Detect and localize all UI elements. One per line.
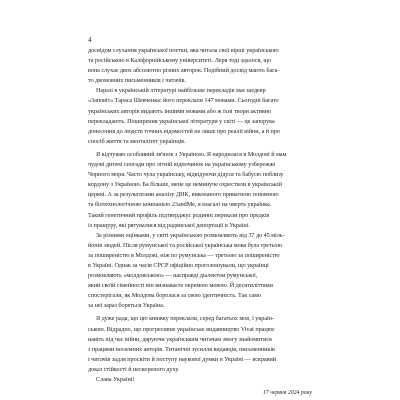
text-line: спостерігали, як Молдова боролася за свою ідентичність. Так само [88, 292, 262, 300]
text-line: доказ стійкості й нескореного духу. [88, 365, 180, 373]
text-line: за поширеністю в Молдові, ніж по румунська — третьою за поширеністю [88, 251, 280, 259]
paragraph [88, 150, 312, 231]
text-line: українських авторів видають іншими мовами або ж їхні твори активно [88, 107, 272, 115]
text-line: досвідом слухання української поетки, яка читала свої вірші українською [88, 47, 279, 54]
text-line: навіть під час війни, даруючи українським читачам змогу знайомитися [88, 335, 272, 343]
page-number: 4 [88, 36, 92, 44]
text-line: який своїй сімейності він визнаваєте окремою мовою. Й десятиліттями [88, 282, 273, 290]
text-line: розмовляють «молдовською» — насправді діалектом румунської, [88, 272, 258, 280]
text-line: за неї зараз бореться Україна. [88, 302, 165, 310]
closing-line: Слава Україні! [96, 376, 135, 383]
text-line: донесення до людств точних відомостей не лише про реалії війни, а й про [88, 127, 280, 135]
text-line: в Україні. Однак за часів СРСР офіційно проголошували, що українці [88, 261, 269, 269]
text-line: ською. Відрадно, що прогресивне українське видавництво Vivat працює [88, 325, 275, 333]
text-line: чудові дитячі спогади про літній відпочинок на українському узбережжі [88, 161, 276, 169]
text-line: Чорного моря. Часто чула українську, відвідуючи дідуся та бабусю поблизу [88, 171, 284, 179]
text-line: Я відчуваю особливий зв'язок з Україною. Я народилася в Молдові й мам [96, 150, 287, 158]
text-line: та російською в Каліфорнійському університеті. Леря тоді здалося, що [88, 57, 272, 65]
text-line: то двомовних письменників і читачів. [88, 77, 186, 85]
text-line: з працями іноземних авторів. Титанічні зусилля видавців, письменників [88, 345, 275, 353]
paragraph [88, 46, 312, 86]
text-line: За різними оцінками, у світі українською розмовляють від 37 до 45 міль- [96, 231, 285, 239]
text-line: вона слухає двох абсолютно різних авторок. Подібний досвід мають бага- [88, 67, 280, 75]
text-line: і читачів задля просвіти й поступу наукової думки в Україні — яскравий [88, 355, 276, 363]
text-line: церкві. А за результатами аналізу ДНК, виконаного приватною геномною [88, 191, 279, 199]
text-line: із пращуру, які рятувалися від радянської депортації в Україні. [88, 221, 250, 229]
body-text [88, 46, 312, 398]
text-line: Наразі в українській літературі найбільше перекладів має шедевр [96, 87, 266, 95]
text-line: спосіб життя та менталітет українців. [88, 137, 186, 145]
text-line: кордону з Україною. Ба більше, мене це неминуче охрестили в українській [88, 181, 282, 189]
paragraph [88, 231, 312, 312]
text-line: та біотехнологічною компанією 23andMe, я взагалі на чверть українка. [88, 201, 272, 209]
text-line: Я дуже рада, що цю книжку переклали, серед багатьох мов, і україн- [96, 315, 274, 323]
date-line: 17 червня 2024 року [262, 390, 312, 396]
paragraph [88, 314, 312, 375]
text-line: «Заповіт» Тараса Шевченка: його переклали 147 мовами. Сьогодні багато [88, 97, 279, 105]
paragraph [88, 86, 312, 147]
text-line: йонів людей. Після румунської та російської українська мова була третьою [88, 241, 283, 249]
text-line: перекладають. Поширення української літератури у світі — це запорука [88, 117, 275, 125]
text-line: Такий генетичний профіль підтверджує родинні перекази про предків [88, 211, 270, 219]
